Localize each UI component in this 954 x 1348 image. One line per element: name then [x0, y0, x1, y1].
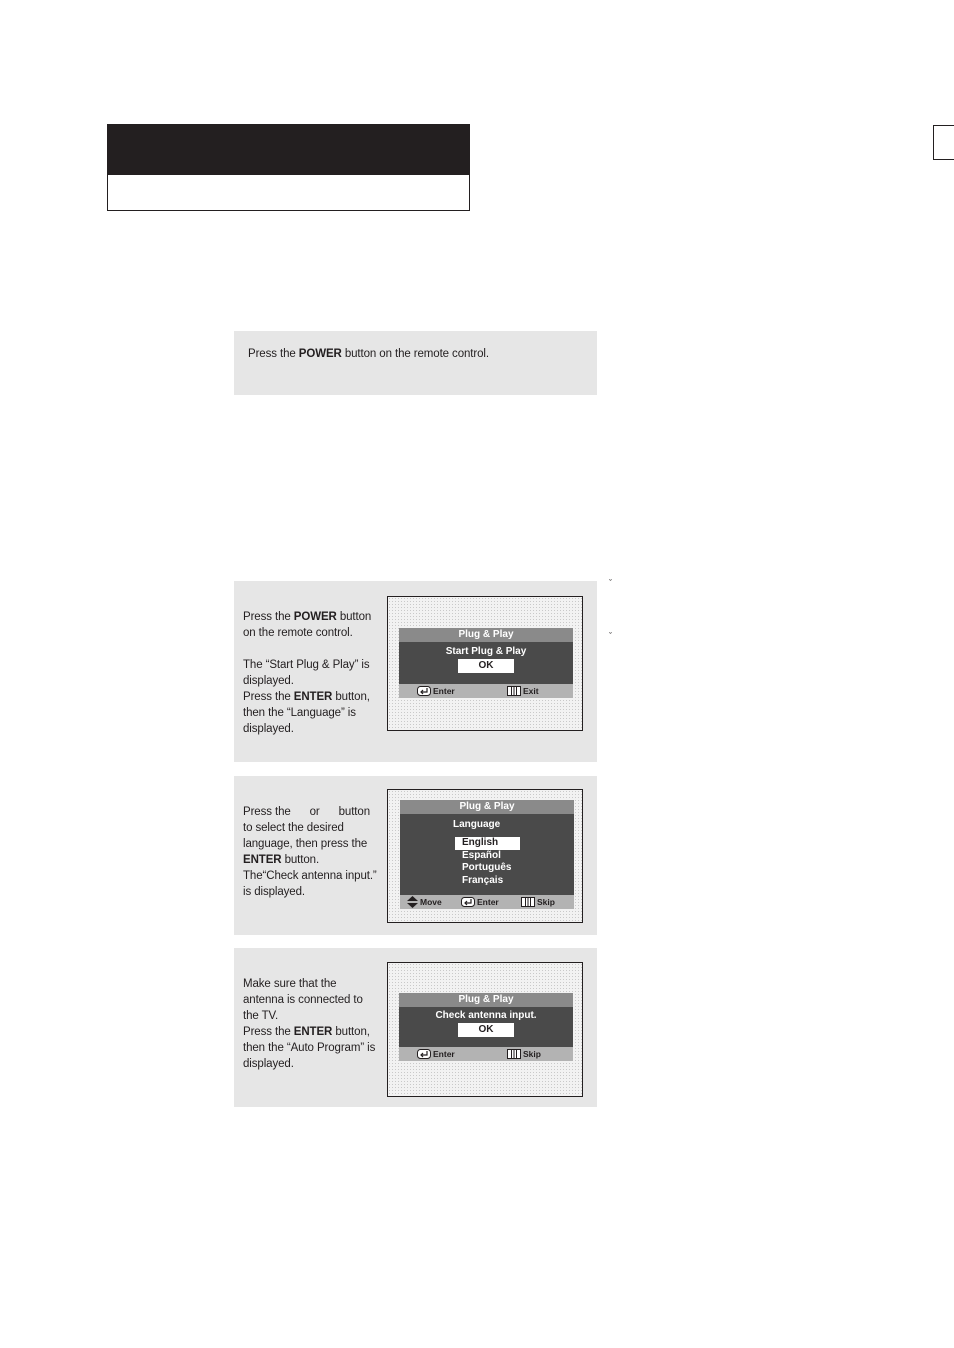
menu-icon: [507, 686, 521, 696]
language-heading: Language: [453, 819, 501, 830]
intro-text: Press the: [248, 348, 299, 360]
osd-body: [399, 1007, 573, 1047]
osd-body: [400, 814, 574, 895]
enter-icon: [417, 686, 431, 696]
language-option[interactable]: Français: [462, 874, 504, 886]
intro-instruction: [248, 346, 489, 362]
section-header-bar: [108, 125, 469, 175]
side-note-mark-2: ˇ: [609, 631, 612, 641]
section-header-block: [107, 124, 470, 211]
tv-screen: [387, 596, 583, 731]
intro-text-end: button on the remote control.: [341, 348, 489, 360]
osd-menu: [399, 993, 573, 1061]
power-keyword: POWER: [298, 348, 342, 360]
step-panel-antenna: [234, 948, 597, 1107]
menu-icon: [521, 897, 535, 907]
step-instructions: Make sure that the antenna is connected to the TV. Press the ENTER button, then the “Auto Program” is displayed.: [243, 978, 376, 1070]
osd-title: Plug & Play: [399, 628, 573, 642]
language-option[interactable]: Español: [462, 849, 501, 861]
enter-icon: [417, 1049, 431, 1059]
ok-button[interactable]: OK: [458, 1023, 514, 1037]
osd-footer: [399, 1047, 573, 1061]
step-panel-start: [234, 581, 597, 762]
intro-panel: [234, 331, 597, 395]
menu-icon: [507, 1049, 521, 1059]
foot-enter[interactable]: Enter: [417, 1047, 455, 1061]
step-instructions: Press the or button to select the desired language, then press the ENTER button. The“Check antenna input.” is displayed.: [243, 806, 377, 898]
tv-screen: [387, 789, 583, 923]
osd-message: Check antenna input.: [435, 1010, 537, 1021]
osd-title: Plug & Play: [399, 993, 573, 1007]
step-panel-language: [234, 776, 597, 935]
osd-message: Start Plug & Play: [445, 646, 527, 657]
language-list: [400, 837, 574, 887]
up-down-arrow-icon: [407, 896, 418, 908]
language-option[interactable]: Português: [462, 862, 512, 873]
side-note-mark-1: ˇ: [609, 578, 612, 588]
step-instructions: Press the POWER button on the remote control. The “Start Plug & Play” is displayed. Press the ENTER button, then the “Language” is displayed.: [243, 611, 372, 735]
osd-footer: [400, 895, 574, 909]
foot-enter[interactable]: Enter: [461, 895, 499, 909]
foot-enter[interactable]: Enter: [417, 684, 455, 698]
osd-title: Plug & Play: [400, 800, 574, 814]
foot-exit[interactable]: Exit: [507, 684, 539, 698]
ok-button[interactable]: OK: [458, 659, 514, 673]
foot-skip[interactable]: Skip: [521, 895, 555, 909]
tv-screen: [387, 962, 583, 1097]
osd-menu: [400, 800, 574, 909]
page-corner-bracket: [933, 125, 954, 160]
language-option-selected[interactable]: English: [455, 837, 520, 850]
osd-footer: [399, 684, 573, 698]
osd-menu: [399, 628, 573, 698]
foot-skip[interactable]: Skip: [507, 1047, 541, 1061]
section-subheader-bar: [108, 177, 469, 210]
enter-icon: [461, 897, 475, 907]
foot-move[interactable]: Move: [407, 895, 442, 909]
osd-body: [399, 642, 573, 684]
